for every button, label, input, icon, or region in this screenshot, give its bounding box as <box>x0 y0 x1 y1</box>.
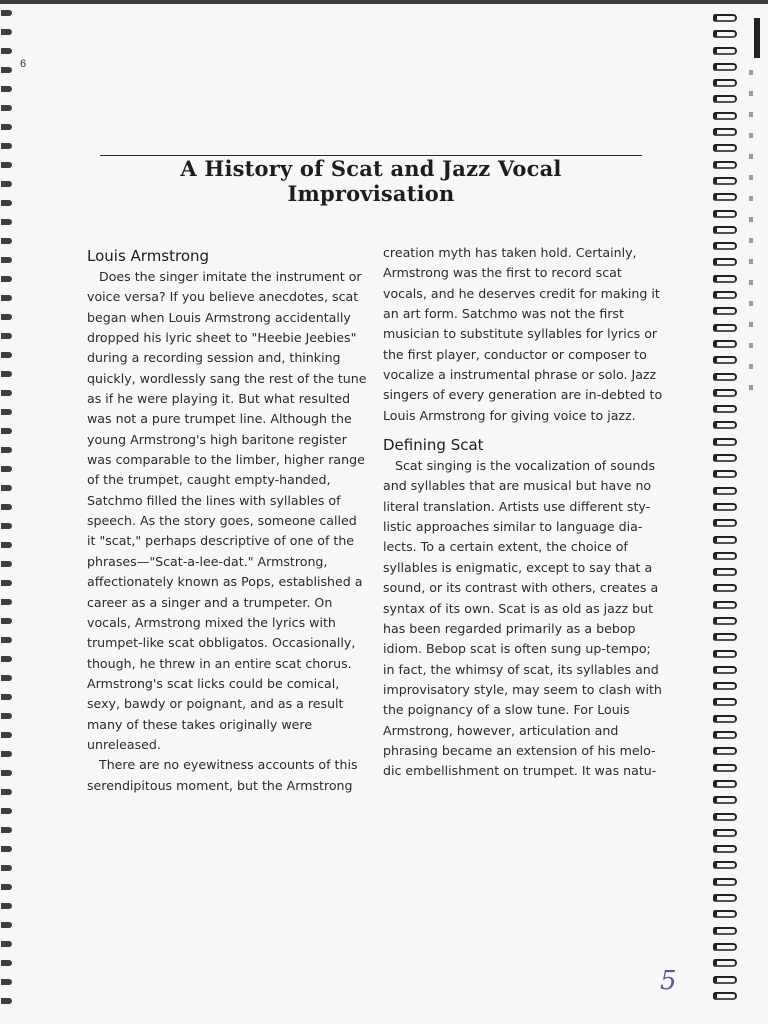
hole-mark <box>749 175 753 180</box>
binding-hole-marks <box>749 70 757 400</box>
spiral-end-bar <box>754 18 760 58</box>
text-line: unreleased. <box>87 736 161 752</box>
binding-tick <box>1 485 12 491</box>
hole-mark <box>749 259 753 264</box>
spiral-coil <box>713 487 737 495</box>
binding-tick <box>1 523 12 529</box>
spiral-coil <box>713 910 737 918</box>
text-line: was comparable to the limber, higher range <box>87 452 365 468</box>
text-line: and syllables that are musical but have no <box>383 478 652 494</box>
text-line: Does the singer imitate the instrument or <box>99 269 362 284</box>
spiral-coil <box>713 682 737 690</box>
page-number: 6 <box>20 58 27 70</box>
spiral-coil <box>713 177 737 185</box>
text-line: musician to substitute syllables for lyrics or <box>383 326 658 342</box>
text-line: an art form. Satchmo was not the first <box>383 306 624 322</box>
spiral-coil <box>713 144 737 152</box>
binding-tick <box>1 257 12 263</box>
spiral-coil <box>713 698 737 706</box>
text-line: speech. As the story goes, someone called <box>87 513 357 529</box>
text-line: though, he threw in an entire scat chorus. <box>87 655 352 671</box>
binding-tick <box>1 751 12 757</box>
spiral-coil <box>713 79 737 87</box>
hole-mark <box>749 112 753 117</box>
binding-tick <box>1 580 12 586</box>
text-line: Scat singing is the vocalization of sounds <box>395 458 656 474</box>
left-column <box>87 245 373 796</box>
spiral-coil <box>713 454 737 462</box>
text-line: quickly, wordlessly sang the rest of the tune <box>87 370 367 386</box>
text-line: affectionately known as Pops, established a <box>87 574 363 590</box>
hole-mark <box>749 133 753 138</box>
binding-tick <box>1 200 12 206</box>
spiral-coil <box>713 780 737 788</box>
left-column-body <box>87 267 373 796</box>
spiral-coil <box>713 470 737 478</box>
binding-tick <box>1 428 12 434</box>
text-line: during a recording session and, thinking <box>87 350 341 366</box>
spiral-coil <box>713 894 737 902</box>
spiral-coil <box>713 992 737 1000</box>
binding-tick <box>1 352 12 358</box>
binding-tick <box>1 960 12 966</box>
spiral-coil <box>713 14 737 22</box>
text-line: vocalize a instrumental phrase or solo. Jazz <box>383 367 657 383</box>
text-line: Armstrong, however, articulation and <box>383 722 619 738</box>
binding-tick <box>1 998 12 1004</box>
hole-mark <box>749 385 753 390</box>
binding-tick <box>1 390 12 396</box>
text-line: idiom. Bebop scat is often sung up-tempo; <box>383 641 651 657</box>
binding-tick <box>1 276 12 282</box>
text-line: singers of every generation are in-debted to <box>383 387 663 403</box>
spiral-coil <box>713 421 737 429</box>
hole-mark <box>749 196 753 201</box>
text-line: serendipitous moment, but the Armstrong <box>87 777 353 793</box>
spiral-binding <box>710 14 744 1020</box>
handwritten-page-number: 5 <box>660 966 677 996</box>
spiral-coil <box>713 503 737 511</box>
spiral-coil <box>713 30 737 38</box>
spiral-coil <box>713 536 737 544</box>
binding-tick <box>1 29 12 35</box>
spiral-coil <box>713 324 737 332</box>
binding-tick <box>1 884 12 890</box>
spiral-coil <box>713 405 737 413</box>
binding-tick <box>1 10 12 16</box>
spiral-coil <box>713 568 737 576</box>
binding-tick <box>1 542 12 548</box>
binding-tick <box>1 238 12 244</box>
hole-mark <box>749 280 753 285</box>
text-line: literal translation. Artists use different sty- <box>383 498 651 514</box>
right-column-body <box>383 456 661 782</box>
spiral-coil <box>713 584 737 592</box>
binding-tick <box>1 86 12 92</box>
spiral-coil <box>713 242 737 250</box>
text-line: Armstrong's scat licks could be comical, <box>87 675 340 691</box>
binding-tick <box>1 979 12 985</box>
binding-tick <box>1 941 12 947</box>
spiral-coil <box>713 112 737 120</box>
hole-mark <box>749 70 753 75</box>
binding-tick <box>1 846 12 852</box>
text-line: There are no eyewitness accounts of this <box>99 757 358 773</box>
spiral-coil <box>713 666 737 674</box>
spiral-coil <box>713 943 737 951</box>
spiral-coil <box>713 226 737 234</box>
spiral-coil <box>713 796 737 804</box>
hole-mark <box>749 301 753 306</box>
spiral-coil <box>713 340 737 348</box>
text-line: sound, or its contrast with others, creates a <box>383 580 659 596</box>
binding-tick <box>1 371 12 377</box>
text-line: lects. To a certain extent, the choice of <box>383 539 628 555</box>
hole-mark <box>749 154 753 159</box>
text-line: creation myth has taken hold. Certainly, <box>383 245 637 260</box>
spiral-coil <box>713 438 737 446</box>
spiral-coil <box>713 307 737 315</box>
binding-tick <box>1 67 12 73</box>
text-line: it "scat," perhaps descriptive of one of the <box>87 533 355 549</box>
text-line: was not a pure trumpet line. Although the <box>87 411 352 427</box>
binding-tick <box>1 865 12 871</box>
binding-tick <box>1 675 12 681</box>
hole-mark <box>749 322 753 327</box>
page-title: A History of Scat and Jazz Vocal Improvisation <box>180 156 562 206</box>
text-line: in fact, the whimsy of scat, its syllables and <box>383 661 659 677</box>
binding-tick <box>1 827 12 833</box>
spiral-coil <box>713 764 737 772</box>
binding-tick <box>1 409 12 415</box>
text-line: phrasing became an extension of his melo- <box>383 742 656 758</box>
binding-tick <box>1 922 12 928</box>
spiral-coil <box>713 715 737 723</box>
text-line: sexy, bawdy or poignant, and as a result <box>87 696 344 712</box>
binding-tick <box>1 314 12 320</box>
text-line: career as a singer and a trumpeter. On <box>87 594 333 610</box>
section-heading-louis-armstrong: Louis Armstrong <box>87 247 210 265</box>
spiral-coil <box>713 356 737 364</box>
hole-mark <box>749 217 753 222</box>
spiral-coil <box>713 258 737 266</box>
right-column-continuation <box>383 243 661 426</box>
binding-tick <box>1 561 12 567</box>
spiral-coil <box>713 63 737 71</box>
spiral-coil <box>713 161 737 169</box>
text-line: Armstrong was the first to record scat <box>383 265 622 281</box>
binding-tick <box>1 599 12 605</box>
binding-tick <box>1 124 12 130</box>
binding-tick <box>1 789 12 795</box>
spiral-coil <box>713 633 737 641</box>
spiral-coil <box>713 731 737 739</box>
text-line: the first player, conductor or composer to <box>383 346 647 362</box>
spiral-coil <box>713 861 737 869</box>
spiral-coil <box>713 519 737 527</box>
binding-tick <box>1 105 12 111</box>
spiral-coil <box>713 959 737 967</box>
text-line: young Armstrong's high baritone register <box>87 431 347 447</box>
spiral-coil <box>713 878 737 886</box>
hole-mark <box>749 364 753 369</box>
binding-tick <box>1 732 12 738</box>
binding-tick <box>1 162 12 168</box>
text-line: the poignancy of a slow tune. For Louis <box>383 702 630 718</box>
binding-tick <box>1 808 12 814</box>
text-line: syllables is enigmatic, except to say that a <box>383 559 653 575</box>
spiral-coil <box>713 552 737 560</box>
binding-tick <box>1 656 12 662</box>
text-line: improvisatory style, may seem to clash with <box>383 681 662 697</box>
text-line: vocals, and he deserves credit for making it <box>383 285 660 301</box>
spiral-coil <box>713 829 737 837</box>
binding-tick <box>1 143 12 149</box>
binding-tick <box>1 694 12 700</box>
spiral-coil <box>713 976 737 984</box>
text-line: of the trumpet, caught empty-handed, <box>87 472 331 488</box>
hole-mark <box>749 238 753 243</box>
hole-mark <box>749 343 753 348</box>
text-line: has been regarded primarily as a bebop <box>383 620 636 636</box>
text-line: phrases—"Scat-a-lee-dat." Armstrong, <box>87 553 328 569</box>
spiral-coil <box>713 927 737 935</box>
binding-tick <box>1 219 12 225</box>
left-binding-edge <box>0 10 16 1020</box>
hole-mark <box>749 91 753 96</box>
text-line: voice versa? If you believe anecdotes, scat <box>87 289 359 305</box>
scan-top-edge <box>0 0 768 4</box>
spiral-coil <box>713 275 737 283</box>
spiral-coil <box>713 601 737 609</box>
text-line: Satchmo filled the lines with syllables of <box>87 492 341 508</box>
text-line: trumpet-like scat obbligatos. Occasionally, <box>87 635 356 651</box>
spiral-coil <box>713 210 737 218</box>
spiral-coil <box>713 389 737 397</box>
spiral-coil <box>713 747 737 755</box>
text-line: dic embellishment on trumpet. It was natu- <box>383 763 657 779</box>
binding-tick <box>1 903 12 909</box>
spiral-coil <box>713 193 737 201</box>
binding-tick <box>1 447 12 453</box>
spiral-coil <box>713 813 737 821</box>
text-line: many of these takes originally were <box>87 716 313 732</box>
text-line: listic approaches similar to language dia- <box>383 519 643 535</box>
binding-tick <box>1 333 12 339</box>
spiral-coil <box>713 95 737 103</box>
text-line: vocals, Armstrong mixed the lyrics with <box>87 614 336 630</box>
binding-tick <box>1 713 12 719</box>
text-line: began when Louis Armstrong accidentally <box>87 309 351 325</box>
binding-tick <box>1 504 12 510</box>
spiral-coil <box>713 291 737 299</box>
text-line: dropped his lyric sheet to "Heebie Jeebies" <box>87 330 357 346</box>
binding-tick <box>1 618 12 624</box>
spiral-coil <box>713 128 737 136</box>
spiral-coil <box>713 845 737 853</box>
spiral-coil <box>713 373 737 381</box>
text-line: syntax of its own. Scat is as old as jazz but <box>383 600 654 616</box>
section-heading-defining-scat: Defining Scat <box>383 436 484 455</box>
right-column <box>383 243 661 782</box>
binding-tick <box>1 637 12 643</box>
binding-tick <box>1 295 12 301</box>
spiral-coil <box>713 650 737 658</box>
text-line: Louis Armstrong for giving voice to jazz. <box>383 407 636 423</box>
spiral-coil <box>713 47 737 55</box>
binding-tick <box>1 466 12 472</box>
binding-tick <box>1 770 12 776</box>
text-line: as if he were playing it. But what resulted <box>87 391 351 407</box>
binding-tick <box>1 48 12 54</box>
spiral-coil <box>713 617 737 625</box>
binding-tick <box>1 181 12 187</box>
